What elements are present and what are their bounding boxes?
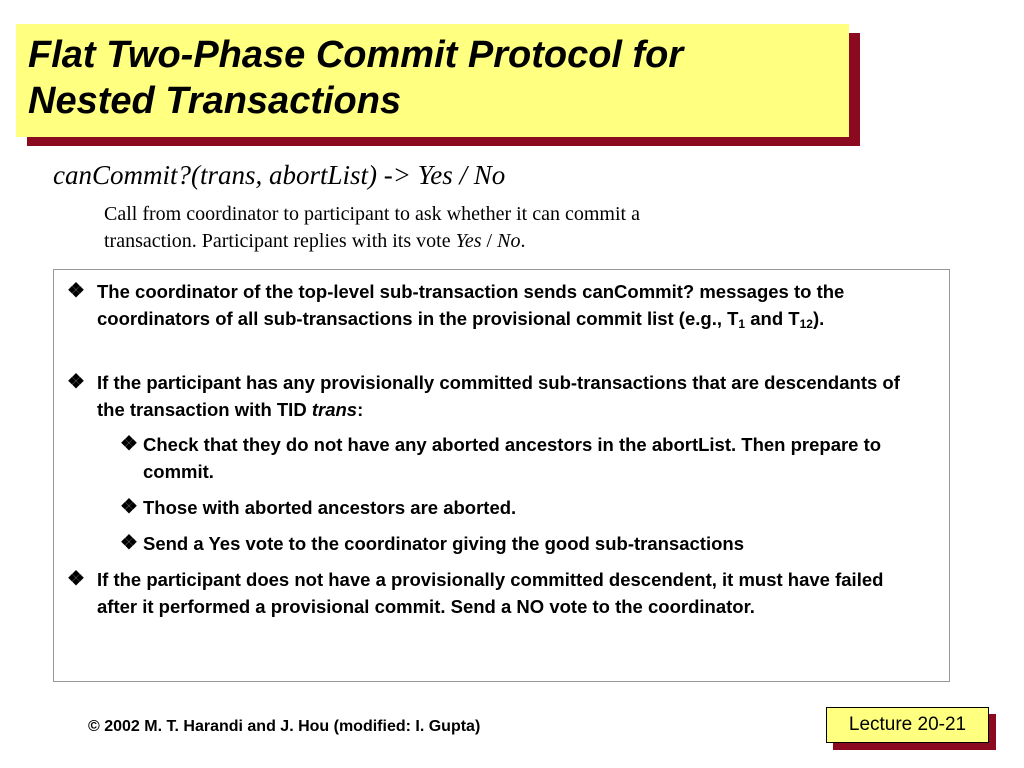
vote-no: No xyxy=(497,230,521,252)
bullet-text-1: The coordinator of the top-level sub-transaction sends canCommit? messages to the coordinators of all sub-transactions in the provisional commit list (e.g., $T_1$ and $T_{12}$). xyxy=(97,281,845,331)
sub-bullet-text-2: Those with aborted ancestors are aborted. xyxy=(143,497,517,518)
sub-bullet-item-3 xyxy=(120,530,930,557)
bullet-text-2: If the participant has any provisionally committed sub-transactions that are descendants of the transaction with TID trans: xyxy=(97,372,900,420)
sub-bullet-item-1 xyxy=(120,431,930,485)
diamond-bullet-icon: ❖ xyxy=(120,532,138,554)
method-signature: canCommit?(trans, abortList) -> Yes / No xyxy=(53,160,506,190)
slide-title-line2: Nested Transactions xyxy=(28,80,402,122)
bullet-item-1 xyxy=(67,278,927,332)
slide-title-line1: Flat Two-Phase Commit Protocol for xyxy=(28,34,684,76)
bullet-box xyxy=(53,269,950,682)
diamond-bullet-icon: ❖ xyxy=(120,433,138,455)
tid-trans: trans xyxy=(311,399,358,420)
sub-bullet-item-2 xyxy=(120,494,930,521)
sub-bullet-text-1: Check that they do not have any aborted ancestors in the abortList. Then prepare to commit. xyxy=(143,434,882,482)
bullet-item-2 xyxy=(67,369,927,423)
vote-separator: / xyxy=(481,230,498,252)
sub-bullet-text-3: Send a Yes vote to the coordinator giving the good sub-transactions xyxy=(143,533,744,554)
lecture-number-box: Lecture 20-21 xyxy=(826,707,989,743)
diamond-bullet-icon: ❖ xyxy=(67,568,85,590)
copyright-footer: © 2002 M. T. Harandi and J. Hou (modified: I. Gupta) xyxy=(88,718,481,735)
description-period: . xyxy=(520,230,526,252)
method-description xyxy=(104,201,824,255)
description-line2-prefix: transaction. Participant replies with its vote xyxy=(104,230,456,252)
diamond-bullet-icon: ❖ xyxy=(67,280,85,302)
bullet-item-3 xyxy=(67,566,927,620)
description-line1: Call from coordinator to participant to ask whether it can commit a xyxy=(104,203,640,225)
diamond-bullet-icon: ❖ xyxy=(120,496,138,518)
vote-yes: Yes xyxy=(455,230,482,252)
slide-title-box xyxy=(16,24,849,137)
diamond-bullet-icon: ❖ xyxy=(67,371,85,393)
bullet-text-3: If the participant does not have a provisionally committed descendent, it must have failed after it performed a provisional commit. Send a NO vote to the coordinator. xyxy=(97,569,884,617)
